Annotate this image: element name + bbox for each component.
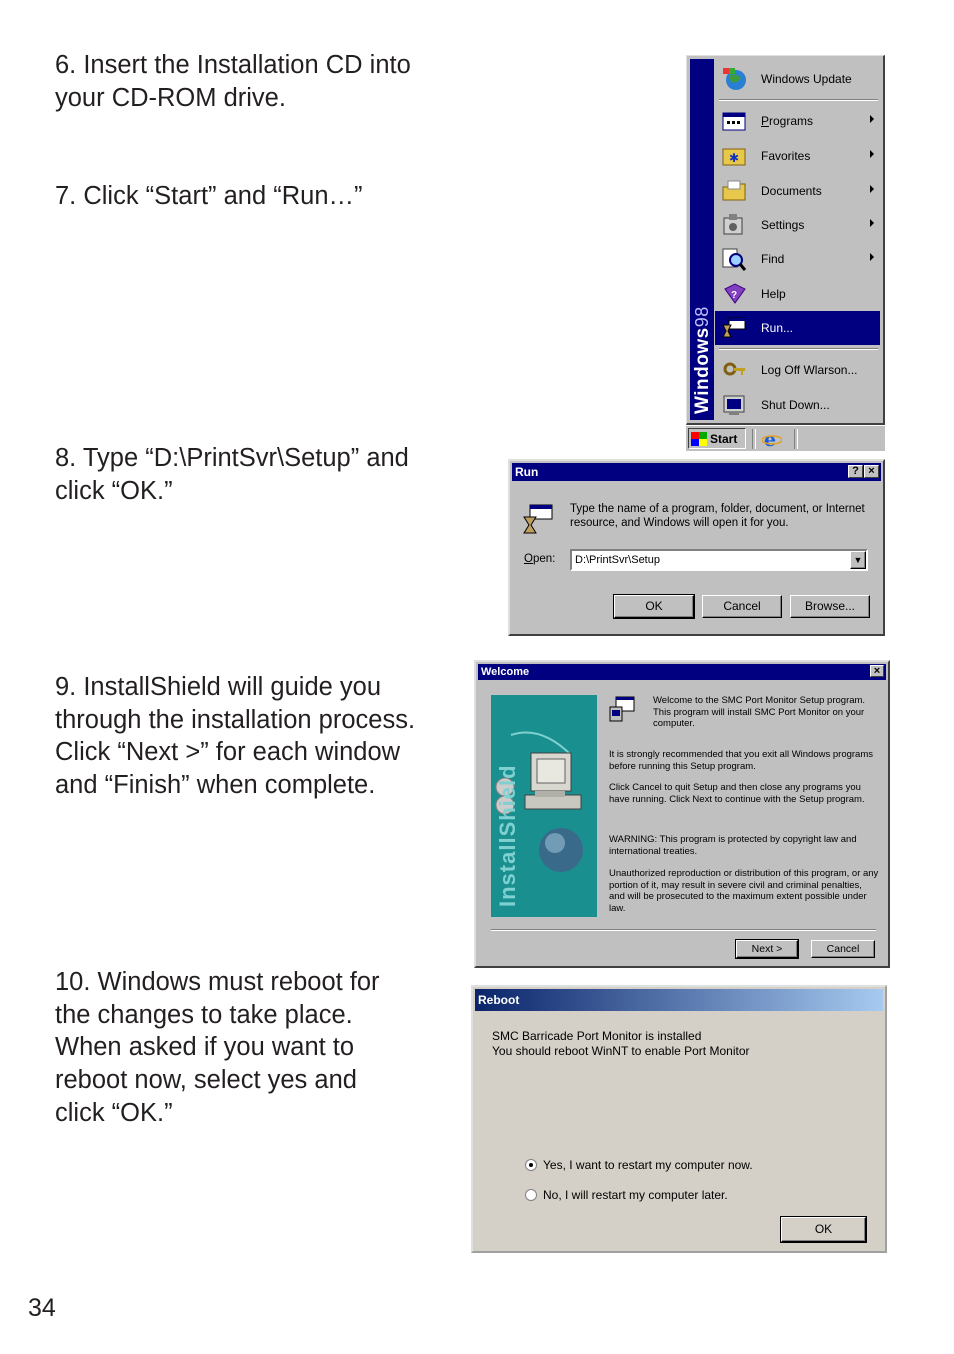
start-menu (686, 55, 885, 425)
reboot-message-line1: SMC Barricade Port Monitor is installed (492, 1029, 702, 1043)
menu-item-programs[interactable]: Programs (715, 104, 880, 138)
menu-item-shut-down[interactable]: Shut Down... (715, 388, 880, 422)
run-dialog (508, 459, 885, 636)
svg-text:?: ? (731, 290, 738, 301)
globe-icon (721, 66, 747, 92)
run-description: Type the name of a program, folder, document, or Internet resource, and Windows will open it for you. (570, 503, 865, 529)
logoff-icon (721, 357, 747, 383)
menu-item-documents[interactable]: Documents (715, 174, 880, 208)
run-icon (721, 315, 747, 341)
welcome-paragraph-4: WARNING: This program is protected by copyright law and international treaties. (609, 834, 857, 857)
taskbar (686, 425, 885, 451)
menu-item-favorites[interactable]: ✱ Favorites (715, 139, 880, 173)
menu-item-run[interactable]: Run... (715, 311, 880, 345)
page-number: 34 (28, 1294, 56, 1322)
reboot-titlebar: Reboot (475, 989, 883, 1011)
windows98-banner: Windows98 (690, 59, 714, 420)
shutdown-icon (721, 392, 747, 418)
ok-button[interactable]: OK (614, 595, 694, 618)
welcome-paragraph-5: Unauthorized reproduction or distribution of this program, or any portion of it, may result in severe civil and criminal penalties, and will be prosecuted to the maximum extent possible under law. (609, 868, 879, 914)
help-button[interactable]: ? (848, 465, 863, 478)
welcome-dialog (474, 660, 890, 968)
svg-text:e: e (764, 429, 777, 449)
open-label: Open: (524, 553, 556, 565)
reboot-message-line2: You should reboot WinNT to enable Port Monitor (492, 1044, 750, 1058)
menu-item-find[interactable]: Find (715, 242, 880, 276)
menu-item-settings[interactable]: Settings (715, 208, 880, 242)
cancel-button[interactable]: Cancel (702, 595, 782, 618)
settings-icon (721, 212, 747, 238)
windows-flag-icon (691, 432, 707, 446)
documents-icon (721, 178, 747, 204)
welcome-titlebar: Welcome (478, 664, 886, 680)
menu-item-windows-update[interactable]: Windows Update (715, 60, 880, 98)
installshield-side-image (491, 695, 597, 917)
menu-item-log-off[interactable]: Log Off Wlarson... (715, 353, 880, 387)
step-6-text: 6. Insert the Installation CD into your CD-ROM drive. (55, 51, 411, 112)
step-10-text: 10. Windows must reboot for the changes to take place. When asked if you want to reboot now, select yes and click “OK.” (55, 968, 380, 1127)
programs-icon (721, 108, 747, 134)
restart-later-label[interactable]: No, I will restart my computer later. (543, 1188, 728, 1202)
ok-button[interactable]: OK (781, 1217, 866, 1242)
installshield-brand: InstallShield (495, 764, 520, 907)
step-9-text: 9. InstallShield will guide you through the installation process. Click “Next >” for each window and “Finish” when complete. (55, 673, 416, 800)
svg-text:✱: ✱ (729, 151, 740, 165)
dropdown-arrow-icon[interactable]: ▼ (850, 551, 866, 569)
menu-item-help[interactable]: ? Help (715, 277, 880, 311)
close-button[interactable]: × (864, 465, 879, 478)
run-hourglass-icon (522, 503, 554, 540)
internet-explorer-icon[interactable] (762, 429, 782, 452)
close-button[interactable]: × (870, 665, 884, 677)
open-input[interactable]: D:\PrintSvr\Setup ▼ (570, 549, 868, 571)
step-7-text: 7. Click “Start” and “Run…” (55, 182, 363, 210)
cancel-button[interactable]: Cancel (811, 940, 875, 958)
help-icon (721, 281, 747, 307)
welcome-paragraph-3: Click Cancel to quit Setup and then close any programs you have running. Click Next to continue with the Setup program. (609, 782, 865, 805)
welcome-paragraph-2: It is strongly recommended that you exit all Windows programs before running this Setup program. (609, 749, 873, 772)
restart-now-radio[interactable] (525, 1159, 537, 1171)
run-titlebar: Run (512, 463, 881, 481)
favorites-icon (721, 143, 747, 169)
find-icon (721, 246, 747, 272)
step-8-text: 8. Type “D:\PrintSvr\Setup” and click “OK.” (55, 444, 409, 505)
setup-computer-icon (608, 695, 638, 728)
restart-later-radio[interactable] (525, 1189, 537, 1201)
browse-button[interactable]: Browse... (790, 595, 870, 618)
welcome-paragraph-1: Welcome to the SMC Port Monitor Setup program. This program will install SMC Port Monitor on your computer. (653, 695, 866, 729)
start-button[interactable]: Start (688, 428, 746, 449)
next-button[interactable]: Next > (736, 940, 798, 958)
reboot-dialog (471, 985, 887, 1253)
restart-now-label[interactable]: Yes, I want to restart my computer now. (543, 1158, 753, 1172)
